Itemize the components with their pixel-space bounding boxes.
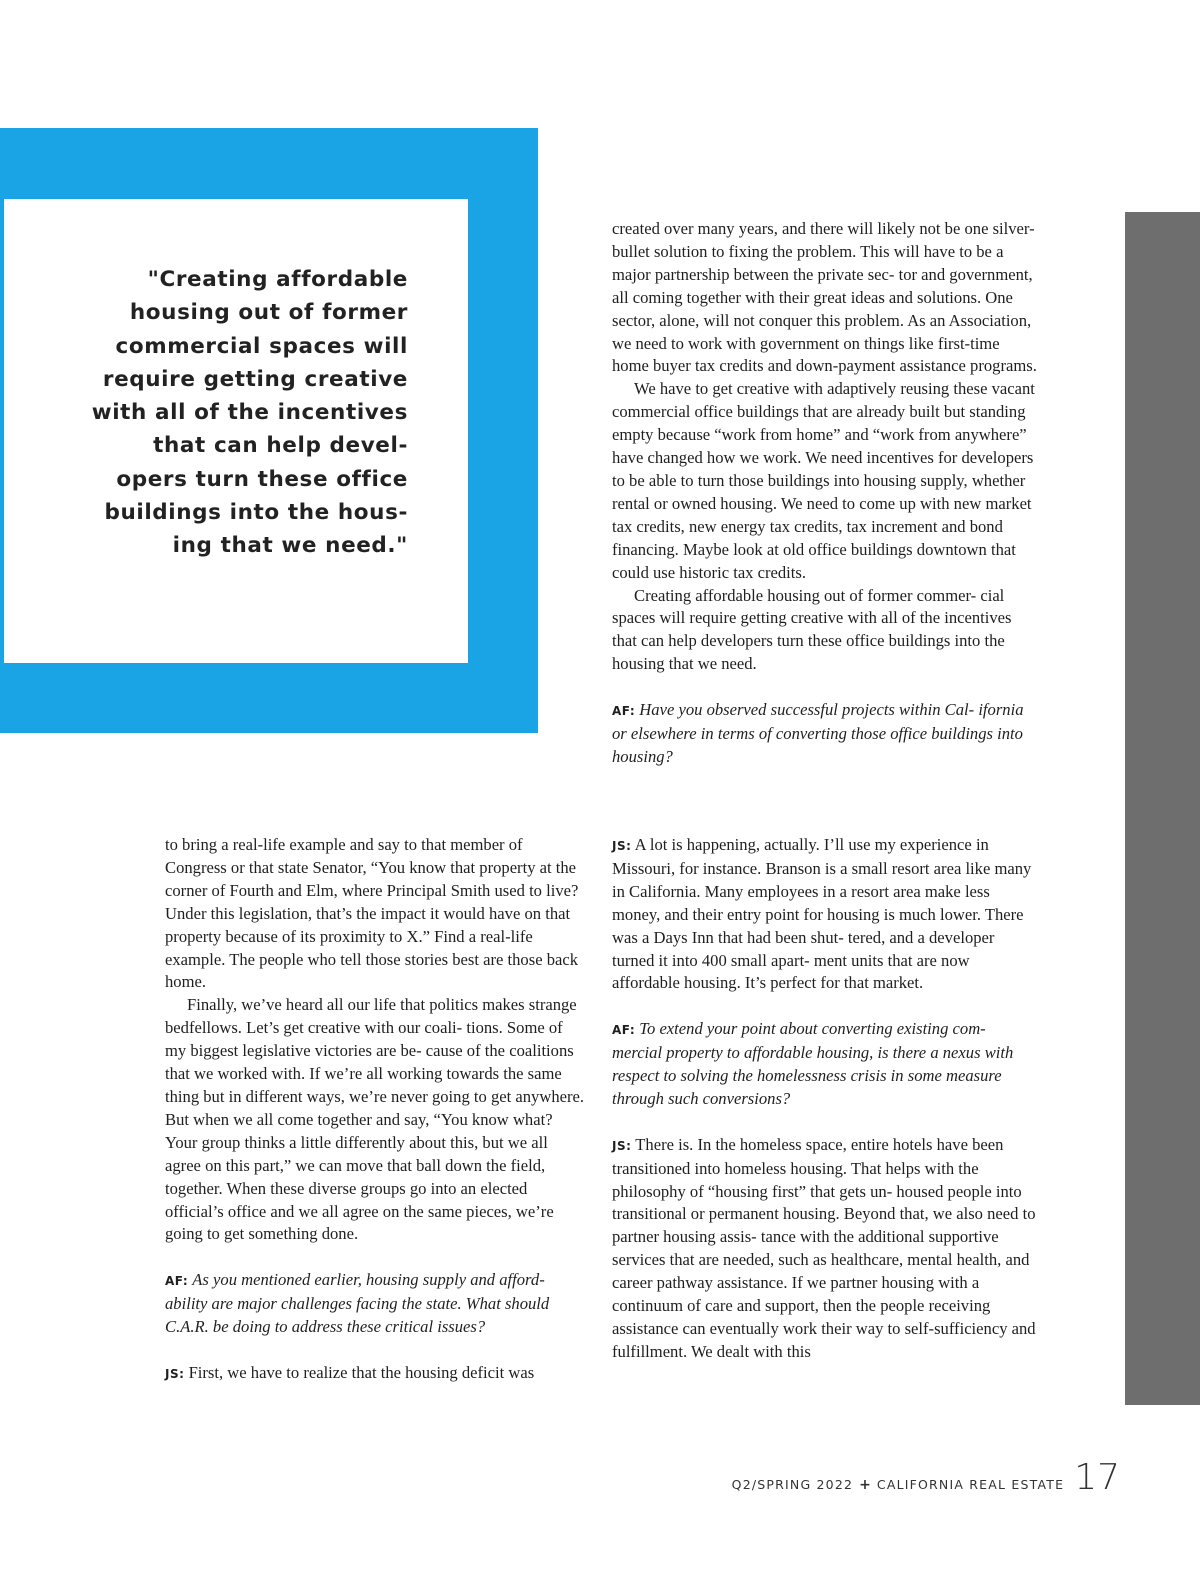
- interview-question: [612, 1018, 1037, 1111]
- issue-label: Q2/SPRING 2022: [731, 1477, 854, 1492]
- interview-answer: [612, 1134, 1037, 1364]
- answer-text: A lot is happening, actually. I’ll use my experience in Missouri, for instance. Branson is a small resort area like many in California. Many employees in a resort area make less money, and their entry point for housing is much lower. There was a Days Inn that had been shut- tered, and a developer turned it into 400 small apart- ment units that are now affordable housing. It’s perfect for that market.: [612, 835, 1032, 993]
- speaker-label: AF:: [612, 1023, 636, 1038]
- question-text: To extend your point about converting existing com- mercial property to affordable housing, is there a nexus with respect to solving the homelessness crisis in some measure through such conversions?: [612, 1019, 1014, 1108]
- body-paragraph: We have to get creative with adaptively reusing these vacant commercial office buildings that are already built but standing empty because “work from home” and “work from anywhere” have changed how we work. We need incentives for developers to be able to turn those buildings into housing supply, whether rental or owned housing. We need to come up with new market tax credits, new energy tax credits, tax increment and bond financing. Maybe look at old office buildings downtown that could use historic tax credits.: [612, 379, 1035, 582]
- page-footer: [731, 1457, 1120, 1498]
- interview-question: [612, 699, 1037, 769]
- speaker-label: JS:: [612, 1138, 632, 1153]
- answer-text: First, we have to realize that the housing deficit was: [188, 1362, 535, 1382]
- side-decorative-bar: [1125, 212, 1200, 1405]
- speaker-label: AF:: [612, 704, 636, 719]
- body-paragraph: Finally, we’ve heard all our life that politics makes strange bedfellows. Let’s get creative with our coali- tions. Some of my biggest legislative victories are be- cause of the coalitions that we worked with. If we’re all working towards the same thing but in different ways, we’re never going to get anywhere. But when we all come together and say, “You know what? Your group thinks a little differently about this, but we all agree on this part,” we can move that ball down the field, together. When these diverse groups go into an elected official’s office and we all agree on the same pieces, we’re going to get something done.: [165, 995, 585, 1244]
- question-text: Have you observed successful projects within Cal- ifornia or elsewhere in terms of converting those office buildings into housing?: [612, 700, 1024, 766]
- interview-answer: [165, 1362, 585, 1386]
- publication-name: CALIFORNIA REAL ESTATE: [876, 1477, 1065, 1492]
- body-paragraph: Creating affordable housing out of former commer- cial spaces will require getting creative with all of the incentives that can help developers turn these office buildings into the housing that we need.: [612, 585, 1012, 674]
- right-column-top: [612, 218, 1037, 769]
- interview-answer: [612, 834, 1037, 995]
- interview-question: [165, 1269, 585, 1339]
- speaker-label: JS:: [165, 1366, 185, 1381]
- pull-quote: "Creating affordable housing out of former commercial spaces will require getting creative with all of the incentives that can help devel- opers turn these office buildings into the hous- ing that we need.": [91, 267, 408, 559]
- footer-separator: +: [859, 1477, 871, 1493]
- pull-quote-box: [4, 199, 468, 663]
- left-column: [165, 834, 585, 1386]
- body-paragraph: created over many years, and there will likely not be one silver-bullet solution to fixing the problem. This will have to be a major partnership between the private sec- tor and government, all coming together with their great ideas and solutions. One sector, alone, will not conquer this problem. As an Association, we need to work with government on things like first-time home buyer tax credits and down-payment assistance programs.: [612, 219, 1037, 376]
- body-paragraph: to bring a real-life example and say to that member of Congress or that state Senator, “You know that property at the corner of Fourth and Elm, where Principal Smith used to live? Under this legislation, that’s the impact it would have on that property because of its proximity to X.” Find a real-life example. The people who tell those stories best are those back home.: [165, 835, 579, 992]
- question-text: As you mentioned earlier, housing supply and afford- ability are major challenges facing the state. What should C.A.R. be doing to address these critical issues?: [165, 1270, 550, 1337]
- right-column-bottom: [612, 834, 1037, 1364]
- speaker-label: JS:: [612, 839, 632, 853]
- answer-text: There is. In the homeless space, entire hotels have been transitioned into homeless housing. That helps with the philosophy of “housing first” that gets un- housed people into transitional or permanent housing. Beyond that, we also need to partner housing assis- tance with the additional supportive services that are needed, such as healthcare, mental health, and career pathway assistance. If we partner housing with a continuum of care and support, then the people receiving assistance can eventually work their way to self-sufficiency and fulfillment. We dealt with this: [612, 1134, 1036, 1361]
- speaker-label: AF:: [165, 1274, 189, 1289]
- page-number: 17: [1074, 1457, 1120, 1498]
